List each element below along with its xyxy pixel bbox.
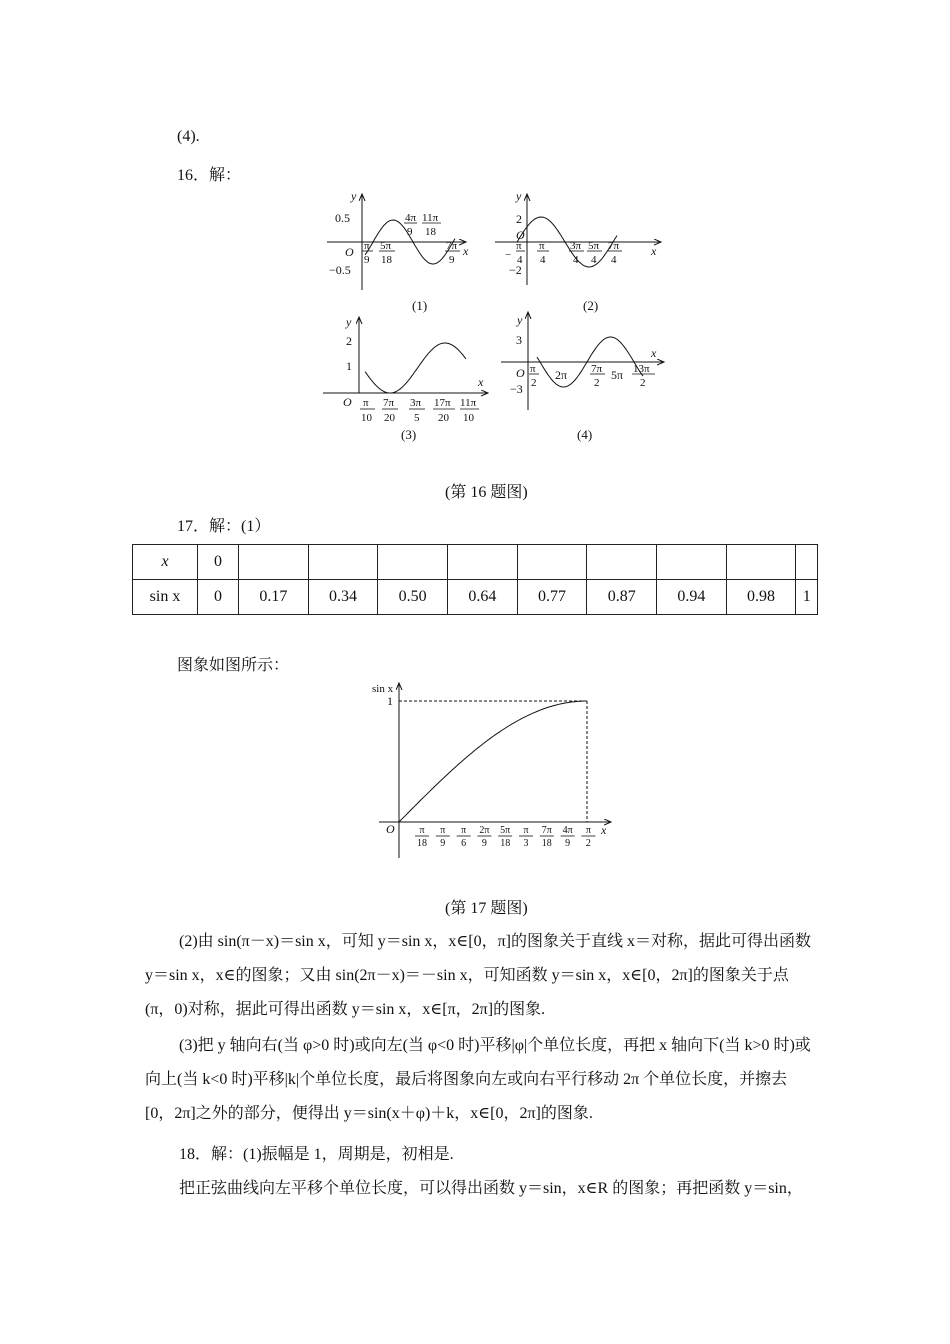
g2-tick-den: 4 — [611, 254, 617, 266]
g3-tick-den: 20 — [384, 412, 395, 424]
g2-neg-tick-num: π — [516, 240, 522, 252]
table-row-sin — [133, 580, 818, 615]
table-cell: 1 — [796, 580, 818, 615]
g3-ytick-2: 2 — [346, 334, 352, 348]
g4-tick-den: 2 — [594, 377, 600, 389]
g3-tick-den: 10 — [463, 412, 474, 424]
table-cell — [239, 545, 309, 580]
g3-y-label: y — [346, 315, 352, 329]
table-cell — [587, 545, 657, 580]
g2-neg-tick-den: 4 — [517, 254, 523, 266]
g1-top-tick-num: 4π — [405, 212, 417, 224]
g4-x-label: x — [651, 346, 657, 360]
paragraph-3-text: (3)把 y 轴向右(当 φ>0 时)或向左(当 φ<0 时)平移|φ|个单位长度，再把 x 轴向下(当 k>0 时)或向上(当 k<0 时)平移|k|个单位长度，最后将图象向左或向右平行移动 2π 个单位长度，并擦去[0，2π]之外的部分，便得出 y＝sin(x＋φ)＋k，x∈[0，2π]的图象. — [145, 1037, 811, 1122]
g2-tick-num: 5π — [588, 240, 600, 252]
g3-tick-den: 10 — [361, 412, 372, 424]
g2-tick-num: 7π — [608, 240, 620, 252]
g3-x-label: x — [478, 375, 484, 389]
table-cell — [308, 545, 378, 580]
g4-ytick-neg: −3 — [510, 382, 523, 396]
g3-tick-den: 20 — [438, 412, 449, 424]
fig17-tick-num: π — [585, 825, 591, 836]
fig17-tick-num: π — [440, 825, 446, 836]
fig17-y-label: sin x — [372, 683, 394, 695]
g1-top-tick-den: 9 — [407, 226, 413, 238]
g4-tick-den: 2 — [640, 377, 646, 389]
g1-tick-den: 9 — [449, 254, 455, 266]
fig17-tick-num: 4π — [562, 825, 573, 836]
fig17-tick-num: 7π — [541, 825, 552, 836]
fig17-x-label: x — [601, 823, 607, 837]
fig17-tick-num: 5π — [500, 825, 511, 836]
fig17-tick-den: 9 — [440, 838, 446, 849]
table-cell — [657, 545, 727, 580]
g2-ytick-pos: 2 — [516, 212, 522, 226]
g4-ytick-pos: 3 — [516, 333, 522, 347]
g4-tick-num: 13π — [633, 363, 650, 375]
fig17-tick-num: π — [461, 825, 467, 836]
g2-tick-num: 3π — [570, 240, 582, 252]
paragraph-18 — [145, 1138, 815, 1206]
graph-intro: 图象如图所示： — [177, 657, 290, 674]
fig17-tick-num: 2π — [479, 825, 490, 836]
q17-heading: 17．解：(1） — [177, 518, 271, 535]
part4-text: (4). — [177, 128, 200, 145]
g4-tick-plain: 2π — [555, 368, 568, 382]
fig17-tick-den: 18 — [541, 838, 552, 849]
table-cell — [378, 545, 448, 580]
g1-tick-num: 5π — [380, 240, 392, 252]
table-cell — [517, 545, 587, 580]
g4-caption: (4) — [577, 427, 593, 442]
g4-origin: O — [516, 366, 525, 380]
table-cell: 0.50 — [378, 580, 448, 615]
g2-caption: (2) — [583, 298, 599, 313]
g2-x-label: x — [651, 244, 657, 258]
g4-tick-num: 7π — [591, 363, 603, 375]
g3-origin: O — [343, 395, 352, 409]
g2-tick-den: 4 — [591, 254, 597, 266]
fig17-tick-den: 2 — [585, 838, 591, 849]
table-cell: 0.34 — [308, 580, 378, 615]
row-label-sin: sin x — [133, 580, 198, 615]
fig17-origin: O — [386, 822, 395, 836]
g2-tick-den: 4 — [573, 254, 579, 266]
g3-tick-num: 11π — [460, 397, 477, 409]
fig17-tick-den: 9 — [481, 838, 487, 849]
g1-tick-den: 9 — [364, 254, 370, 266]
fig17-tick-den: 18 — [500, 838, 511, 849]
table-cell: 0.17 — [239, 580, 309, 615]
g3-tick-num: π — [363, 397, 369, 409]
g3-tick-den: 5 — [414, 412, 420, 424]
g2-ytick-neg: −2 — [509, 263, 522, 277]
table-row-x — [133, 545, 818, 580]
g2-neg-tick-sign: − — [505, 249, 512, 261]
g3-tick-num: 7π — [383, 397, 395, 409]
table-cell: 0.77 — [517, 580, 587, 615]
g2-y-label: y — [516, 189, 522, 203]
table-cell — [796, 545, 818, 580]
g3-curve — [365, 343, 466, 393]
figure-17 — [365, 676, 625, 861]
fig17-tick-num: π — [523, 825, 529, 836]
table-cell: 0.94 — [657, 580, 727, 615]
g3-caption: (3) — [401, 427, 417, 442]
g1-x-label: x — [463, 244, 469, 258]
g1-tick-num: 7π — [446, 240, 458, 252]
g1-origin: O — [345, 245, 354, 259]
g4-tick-num: π — [530, 363, 536, 375]
g1-caption: (1) — [412, 298, 428, 313]
g1-top-tick-den: 18 — [425, 226, 436, 238]
g1-tick-num: π — [364, 240, 370, 252]
fig17-ytick: 1 — [387, 694, 393, 708]
g3-ytick-1: 1 — [346, 359, 352, 373]
g4-tick-plain: 5π — [611, 368, 624, 382]
g1-top-tick-num: 11π — [422, 212, 439, 224]
q18-line-1: 18．解：(1)振幅是 1，周期是，初相是. — [179, 1146, 454, 1163]
paragraph-3 — [145, 1029, 815, 1131]
q18-line-2: 把正弦曲线向左平移个单位长度，可以得出函数 y＝sin，x∈R 的图象；再把函数 y＝sin， — [179, 1180, 803, 1197]
fig17-tick-den: 6 — [461, 838, 467, 849]
fig17-tick-den: 3 — [523, 838, 529, 849]
paragraph-2 — [145, 925, 815, 1027]
fig17-tick-den: 9 — [565, 838, 571, 849]
table-cell: 0.98 — [726, 580, 796, 615]
paragraph-2-text: (2)由 sin(π－x)＝sin x，可知 y＝sin x，x∈[0，π]的图象关于直线 x＝对称，据此可得出函数 y＝sin x，x∈的图象；又由 sin(2π－x)＝－sin x，可知函数 y＝sin x，x∈[0，2π]的图象关于点(π，0)对称，据此可得出函数 y＝sin x，x∈[π，2π]的图象. — [145, 933, 811, 1018]
g2-origin: O — [516, 228, 525, 242]
g1-y-label: y — [351, 189, 357, 203]
g3-tick-num: 3π — [410, 397, 422, 409]
table-cell: 0.87 — [587, 580, 657, 615]
table-cell: 0 — [198, 580, 239, 615]
g2-tick-num: π — [539, 240, 545, 252]
fig17-curve — [399, 701, 587, 822]
table-cell: 0 — [198, 545, 239, 580]
figure-16 — [315, 185, 670, 450]
table-cell — [726, 545, 796, 580]
fig17-caption: (第 17 题图) — [445, 900, 528, 917]
fig17-tick-den: 18 — [417, 838, 427, 849]
q16-heading: 16．解： — [177, 167, 242, 184]
table-cell — [448, 545, 518, 580]
row-label-x: x — [133, 545, 198, 580]
g1-ytick-pos: 0.5 — [335, 211, 350, 225]
g1-tick-den: 18 — [381, 254, 392, 266]
g4-y-label: y — [517, 313, 523, 327]
fig16-caption: (第 16 题图) — [445, 484, 528, 501]
g1-ytick-neg: −0.5 — [329, 263, 351, 277]
fig17-tick-num: π — [419, 825, 425, 836]
table-cell: 0.64 — [448, 580, 518, 615]
g4-tick-den: 2 — [531, 377, 537, 389]
g2-tick-den: 4 — [540, 254, 546, 266]
value-table — [132, 544, 818, 615]
g3-tick-num: 17π — [434, 397, 451, 409]
